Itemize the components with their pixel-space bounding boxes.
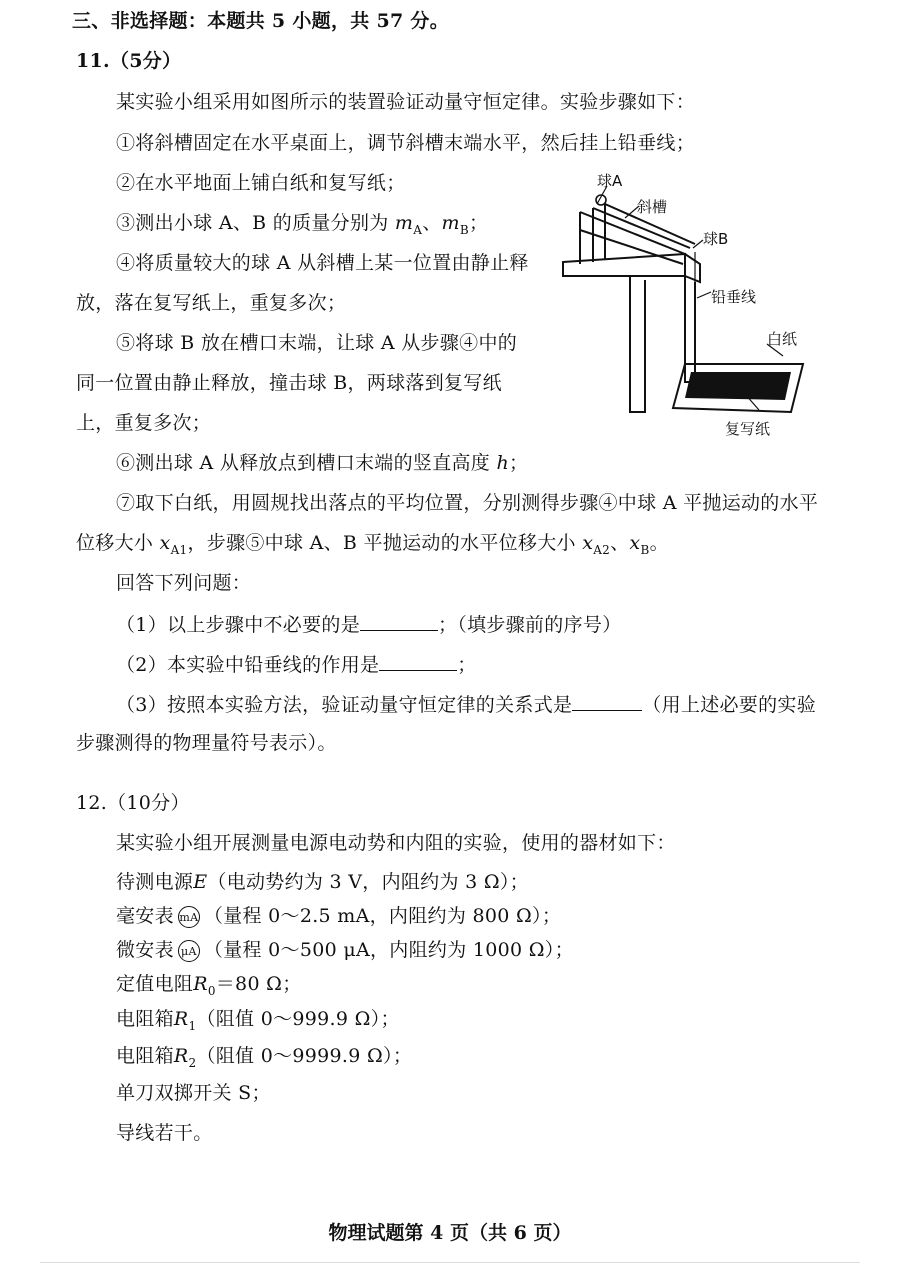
q11-step7-x1: x xyxy=(159,532,171,554)
q11-step1: ①将斜槽固定在水平桌面上，调节斜槽末端水平，然后挂上铅垂线； xyxy=(116,132,696,154)
q11-step3 xyxy=(116,210,488,243)
q11-step7-x3: x xyxy=(629,532,641,554)
q11-sub3-b: （用上述必要的实验 xyxy=(642,694,816,716)
q12-header: 12.（10分） xyxy=(76,792,190,814)
q11-sub1-b: ；（填步骤前的序号） xyxy=(438,614,622,636)
q12-r2-a: 电阻箱 xyxy=(116,1045,174,1067)
q11-step5-a: ⑤将球 B 放在槽口末端，让球 A 从步骤④中的 xyxy=(116,332,518,354)
q12-ma-spec: （量程 0～2.5 mA，内阻约为 800 Ω）； xyxy=(203,905,562,927)
q11-step3-end: ； xyxy=(468,212,489,234)
q11-step6 xyxy=(116,450,528,476)
figure-label-white-paper: 白纸 xyxy=(767,330,798,348)
q11-step2: ②在水平地面上铺白纸和复写纸； xyxy=(116,172,406,194)
q11-step3-var2: m xyxy=(441,212,460,234)
q12-r1-a: 电阻箱 xyxy=(116,1008,174,1030)
experiment-figure xyxy=(545,172,820,444)
q11-step3-var1: m xyxy=(394,212,414,234)
footer-divider xyxy=(40,1262,860,1263)
q11-step7-b3: 、 xyxy=(610,532,630,554)
q11-step3-sep: 、 xyxy=(422,212,442,234)
q11-sub2 xyxy=(116,650,477,678)
table-top xyxy=(563,254,685,276)
q11-sub2-a: （2）本实验中铅垂线的作用是 xyxy=(116,654,380,676)
q12-r1-b: （阻值 0～999.9 Ω）； xyxy=(196,1008,400,1030)
q11-step7-b2: ，步骤⑤中球 A、B 平抛运动的水平位移大小 xyxy=(187,532,576,554)
q11-sub3-a: （3）按照本实验方法，验证动量守恒定律的关系式是 xyxy=(116,694,573,716)
q11-sub3-blank[interactable] xyxy=(572,690,642,711)
q11-step6-var: h xyxy=(496,452,509,474)
q11-sub1-blank[interactable] xyxy=(360,610,438,631)
microammeter-icon: μA xyxy=(178,940,200,962)
q12-microammeter xyxy=(116,937,574,963)
q12-r0-sub: 0 xyxy=(207,983,216,998)
q11-step7-end: 。 xyxy=(649,532,669,554)
q12-wires: 导线若干。 xyxy=(116,1122,213,1144)
q12-source xyxy=(116,869,529,895)
q11-step7-b1: 位移大小 xyxy=(76,532,154,554)
q11-sub3 xyxy=(116,690,816,718)
q12-r0-a: 定值电阻 xyxy=(116,973,194,995)
q11-sub2-blank[interactable] xyxy=(379,650,457,671)
q12-ma-label: 毫安表 xyxy=(116,905,174,927)
q11-sub2-b: ； xyxy=(457,654,477,676)
figure-label-plumb: 铅垂线 xyxy=(711,288,757,306)
q12-switch: 单刀双掷开关 S； xyxy=(116,1082,271,1104)
q12-source-var: E xyxy=(193,871,208,893)
q11-step6-text: ⑥测出球 A 从释放点到槽口末端的竖直高度 xyxy=(116,452,491,474)
q12-ua-spec: （量程 0～500 μA，内阻约为 1000 Ω）； xyxy=(203,939,574,961)
q11-step5-c: 上，重复多次； xyxy=(76,412,212,434)
q11-header: 11.（5分） xyxy=(76,50,182,72)
q11-sub3-c: 步骤测得的物理量符号表示）。 xyxy=(76,732,337,754)
q11-answer-prompt: 回答下列问题： xyxy=(116,572,252,594)
q11-step7-x2: x xyxy=(582,532,594,554)
table-leg-right xyxy=(685,276,695,382)
q12-r1-sub: 1 xyxy=(188,1018,197,1033)
q11-step3-sub2: B xyxy=(459,222,469,237)
figure-label-carbon-paper: 复写纸 xyxy=(725,420,771,438)
q11-step7-b xyxy=(76,530,669,563)
q12-r0 xyxy=(116,971,302,1004)
q12-ua-label: 微安表 xyxy=(116,939,174,961)
table-leg-left xyxy=(630,276,645,412)
q12-r0-var: R xyxy=(193,973,208,995)
q12-r0-b: ＝80 Ω； xyxy=(215,973,302,995)
q11-step4-b: 放，落在复写纸上，重复多次； xyxy=(76,292,347,314)
figure-label-slope: 斜槽 xyxy=(637,198,668,216)
page-footer: 物理试题第 4 页（共 6 页） xyxy=(328,1222,572,1244)
q11-sub1-a: （1）以上步骤中不必要的是 xyxy=(116,614,360,636)
q12-source-a: 待测电源 xyxy=(116,871,194,893)
q12-intro: 某实验小组开展测量电源电动势和内阻的实验，使用的器材如下： xyxy=(116,832,676,854)
q11-sub1 xyxy=(116,610,622,638)
milliammeter-icon: mA xyxy=(178,906,200,928)
q11-step6-end: ； xyxy=(509,452,529,474)
q12-milliammeter xyxy=(116,903,561,929)
q12-source-b: （电动势约为 3 V，内阻约为 3 Ω）； xyxy=(207,871,529,893)
q12-r1-var: R xyxy=(173,1008,189,1030)
q12-r1 xyxy=(116,1006,400,1039)
q12-r2-b: （阻值 0～9999.9 Ω）； xyxy=(196,1045,413,1067)
carbon-paper xyxy=(685,372,791,400)
q11-step7-a: ⑦取下白纸，用圆规找出落点的平均位置，分别测得步骤④中球 A 平抛运动的水平 xyxy=(116,492,819,514)
figure-label-ball-a: 球A xyxy=(597,172,623,190)
q11-step7-sub-a1: A1 xyxy=(170,542,188,557)
q12-r2-var: R xyxy=(173,1045,189,1067)
q11-step3-text: ③测出小球 A、B 的质量分别为 xyxy=(116,212,389,234)
q11-step7-sub-b: B xyxy=(640,542,650,557)
q11-step4-a: ④将质量较大的球 A 从斜槽上某一位置由静止释 xyxy=(116,252,529,274)
q12-r2-sub: 2 xyxy=(188,1055,197,1070)
figure-label-ball-b: 球B xyxy=(703,230,729,248)
q12-r2 xyxy=(116,1043,412,1076)
q11-step7-sub-a2: A2 xyxy=(593,542,611,557)
section-title: 三、非选择题：本题共 5 小题，共 57 分。 xyxy=(72,10,450,32)
q11-step3-sub1: A xyxy=(413,222,423,237)
q11-step5-b: 同一位置由静止释放，撞击球 B，两球落到复写纸 xyxy=(76,372,502,394)
q11-intro: 某实验小组采用如图所示的装置验证动量守恒定律。实验步骤如下： xyxy=(116,91,696,113)
